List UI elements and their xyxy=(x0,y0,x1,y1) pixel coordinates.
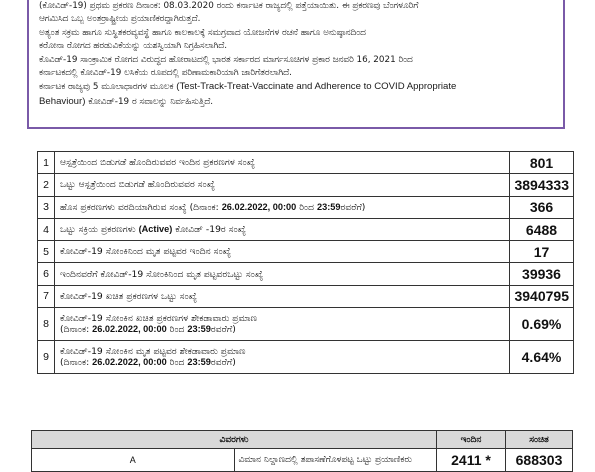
desc-text: ಕೋವಿಡ್-19 ಸೋಂಕಿನ ಖಚಿತ ಪ್ರಕರಣಗಳ ಶೇಕಡಾವಾರು ಪ್ರಮಾಣ xyxy=(60,313,258,325)
row-number: 1 xyxy=(38,152,55,174)
row-number: 7 xyxy=(38,285,55,307)
desc-date: 26.02.2022, 00:00 xyxy=(92,357,167,368)
desc-subline xyxy=(60,357,504,368)
row-value: 17 xyxy=(510,241,574,263)
row-id: A xyxy=(32,449,235,472)
row-value: 3940795 xyxy=(510,285,574,307)
desc-text: ರಿಂದ xyxy=(166,357,188,369)
stats-row xyxy=(38,341,574,374)
stats-row xyxy=(38,174,574,196)
desc-text: ರವರೆಗೆ) xyxy=(210,324,236,336)
row-value: 0.69% xyxy=(510,308,574,341)
row-description xyxy=(55,196,510,218)
stats-row xyxy=(38,263,574,285)
row-description: ಕೋವಿಡ್-19 ಖಚಿತ ಪ್ರಕರಣಗಳ ಒಟ್ಟು ಸಂಖ್ಯೆ xyxy=(55,285,510,307)
row-description: ಇಂದಿನವರೆಗೆ ಕೋವಿಡ್-19 ಸೋಂಕಿನಿಂದ ಮೃತ ಪಟ್ಟವರಒಟ್ಟು ಸಂಖ್ಯೆ xyxy=(55,263,510,285)
row-number: 9 xyxy=(38,341,55,374)
desc-text: (ದಿನಾಂಕ: xyxy=(60,324,93,336)
desc-time: 23:59 xyxy=(316,201,341,212)
intro-text-en: Behaviour) xyxy=(39,95,86,107)
row-today: 2411 * xyxy=(437,449,506,472)
desc-text: ರಿಂದ xyxy=(296,201,317,213)
row-description: ಕೋವಿಡ್-19 ಸೋಂಕಿನಿಂದ ಮೃತ ಪಟ್ಟವರ ಇಂದಿನ ಸಂಖ್ಯೆ xyxy=(55,241,510,263)
table-header xyxy=(32,431,573,449)
header-today: ಇಂದಿನ xyxy=(437,431,506,449)
desc-text: ಹೊಸ ಪ್ರಕರಣಗಳು ವರದಿಯಾಗಿರುವ ಸಂಖ್ಯೆ (ದಿನಾಂಕ: xyxy=(60,201,222,213)
desc-text: ಕೋವಿಡ್ -19ರ ಸಂಖ್ಯೆ xyxy=(172,224,246,236)
row-value: 801 xyxy=(510,152,574,174)
row-description: ವಿಮಾನ ನಿಲ್ದಾಣದಲ್ಲಿ ತಪಾಸಣೆಗೊಳಪಟ್ಟ ಒಟ್ಟು ಪ್ರಯಾಣಿಕರು xyxy=(234,449,437,472)
intro-line: ಆಗಮಿಸಿದ ಒಬ್ಬ ಅಂತರ್ರಾಷ್ಟ್ರೀಯ ಪ್ರಯಾಣಿಕರದ್ದಾಗಿರುತ್ತದೆ. xyxy=(39,14,201,25)
row-number: 4 xyxy=(38,218,55,240)
desc-subline xyxy=(60,324,504,335)
desc-text: ಒಟ್ಟು ಸಕ್ರಿಯ ಪ್ರಕರಣಗಳು xyxy=(60,224,139,236)
desc-date: 26.02.2022, 00:00 xyxy=(92,324,167,335)
intro-box xyxy=(27,0,565,129)
desc-text: ರವರೆಗೆ) xyxy=(210,357,236,369)
desc-time: 23:59 xyxy=(187,324,211,335)
desc-text: ಕೋವಿಡ್-19 ಸೋಂಕಿನ ಮೃತ ಪಟ್ಟವರ ಶೇಕಡಾವಾರು ಪ್ರಮಾಣ xyxy=(60,346,246,358)
intro-line: ಕೊವಿಡ್-19 ಸಾಂಕ್ರಾಮಿಕ ರೋಗದ ವಿರುದ್ಧದ ಹೋರಾಟದಲ್ಲಿ ಭಾರತ ಸರ್ಕಾರದ ಮಾರ್ಗಸೂಚಿಗಳ ಪ್ರಕಾರ ಜನವರಿ 16, 2021 ರಿಂದ xyxy=(39,54,413,65)
header-details: ವಿವರಗಳು xyxy=(32,431,437,449)
intro-line: ಕರೋನಾ ರೋಗದ ಹರಡುವಿಕೆಯನ್ನು ಯಶಸ್ವಿಯಾಗಿ ನಿಗ್ರಹಿಸಲಾಗಿದೆ. xyxy=(39,41,228,52)
stats-row xyxy=(38,152,574,174)
desc-text: ರಿಂದ xyxy=(166,324,188,336)
travel-table xyxy=(31,430,573,472)
stats-row xyxy=(38,285,574,307)
desc-date: 26.02.2022, 00:00 xyxy=(221,201,297,212)
row-number: 8 xyxy=(38,308,55,341)
row-description xyxy=(55,341,510,374)
row-number: 5 xyxy=(38,241,55,263)
row-value: 39936 xyxy=(510,263,574,285)
intro-line: ಕರ್ನಾಟಕದಲ್ಲಿ ಕೋವಿಡ್-19 ಲಸಿಕೆಯ ರೂಪದಲ್ಲಿ ಪರಿಣಾಮಕಾರಿಯಾಗಿ ಜಾರಿಗೆತರಲಾಗಿದೆ. xyxy=(39,68,292,79)
row-value: 3894333 xyxy=(510,174,574,196)
table-row xyxy=(32,449,573,472)
row-description xyxy=(55,218,510,240)
intro-text: ಕೋವಿಡ್-19 ರ ಸವಾಲನ್ನು ನಿರ್ವಹಿಸುತ್ತಿದೆ. xyxy=(85,96,214,107)
stats-row xyxy=(38,308,574,341)
stats-row xyxy=(38,196,574,218)
row-description: ಆಸ್ಪತ್ರೆಯಿಂದ ಬಿಡುಗಡೆ ಹೊಂದಿರುವವರ ಇಂದಿನ ಪ್ರಕರಣಗಳ ಸಂಖ್ಯೆ xyxy=(55,152,510,174)
intro-text: ಕರ್ನಾಟಕ ರಾಜ್ಯವು 5 ಮೂಲಾಧಾರಗಳ ಮೂಲಕ xyxy=(39,82,177,93)
intro-text-en: (Test-Track-Treat-Vaccinate and Adherence to COVID Appropriate xyxy=(176,81,457,93)
intro-line xyxy=(39,95,553,109)
row-value: 366 xyxy=(510,196,574,218)
desc-time: 23:59 xyxy=(187,357,211,368)
row-description xyxy=(55,308,510,341)
intro-line xyxy=(39,80,553,94)
desc-active: (Active) xyxy=(138,224,173,235)
desc-text: (ದಿನಾಂಕ: xyxy=(60,357,93,369)
stats-row xyxy=(38,218,574,240)
intro-line: (ಕೋವಿಡ್-19) ಪ್ರಥಮ ಪ್ರಕರಣ ದಿನಾಂಕ: 08.03.2020 ರಂದು ಕರ್ನಾಟಕ ರಾಜ್ಯದಲ್ಲಿ ಪತ್ತೆಯಾಯಿತು. ಈ ಪ್ರಕರಣವು ಬೆಂಗಳೂರಿಗೆ xyxy=(39,1,419,11)
row-number: 6 xyxy=(38,263,55,285)
stats-row xyxy=(38,241,574,263)
row-value: 4.64% xyxy=(510,341,574,374)
row-value: 6488 xyxy=(510,218,574,240)
row-cumulative: 688303 xyxy=(506,449,573,472)
desc-text: ರವರೆಗೆ) xyxy=(340,201,366,213)
row-number: 3 xyxy=(38,196,55,218)
header-cumulative: ಸಂಚಿತ xyxy=(506,431,573,449)
stats-table xyxy=(37,151,574,374)
row-description: ಒಟ್ಟು ಆಸ್ಪತ್ರೆಯಿಂದ ಬಿಡುಗಡೆ ಹೊಂದಿರುವವರ ಸಂಖ್ಯೆ xyxy=(55,174,510,196)
intro-line: ಅತ್ಯಂತ ಸಕ್ರಮ ಹಾಗೂ ಸುಸ್ಥಿತಕರವ್ಯವಸ್ಥೆ ಹಾಗೂ ಕಾಲಕಾಲಕ್ಕೆ ಸಮಗ್ರವಾದ ಯೋಜನೆಗಳ ರಚನೆ ಹಾಗೂ ಅನುಷ್ಠಾನದಿಂದ xyxy=(39,27,366,38)
row-number: 2 xyxy=(38,174,55,196)
